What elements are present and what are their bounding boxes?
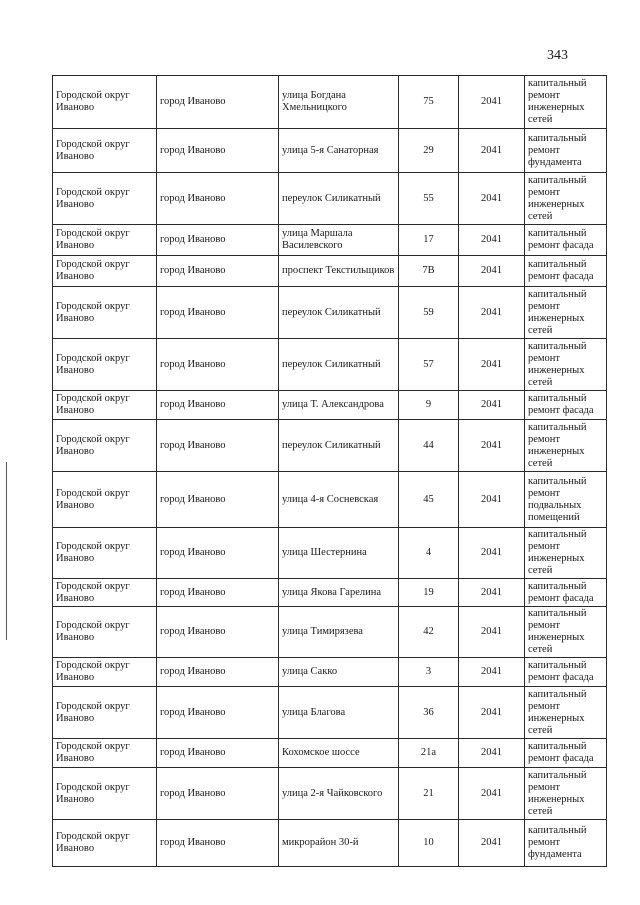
year-cell: 2041 [459,739,525,768]
house-number-cell: 55 [399,173,459,225]
house-number-cell: 21а [399,739,459,768]
locality-cell: город Иваново [157,687,279,739]
table-row [53,658,607,687]
table-row [53,472,607,528]
work-type-cell: капитальный ремонт подвальных помещений [525,472,607,528]
district-cell: Городской округ Иваново [53,528,157,579]
table-row [53,391,607,420]
year-cell: 2041 [459,287,525,339]
work-type-cell: капитальный ремонт инженерных сетей [525,607,607,658]
year-cell: 2041 [459,76,525,129]
house-number-cell: 21 [399,768,459,820]
house-number-cell: 45 [399,472,459,528]
work-type-cell: капитальный ремонт инженерных сетей [525,687,607,739]
table-row [53,225,607,256]
year-cell: 2041 [459,528,525,579]
locality-cell: город Иваново [157,391,279,420]
district-cell: Городской округ Иваново [53,607,157,658]
table-row [53,129,607,173]
year-cell: 2041 [459,768,525,820]
work-type-cell: капитальный ремонт инженерных сетей [525,528,607,579]
street-cell: улица Сакко [279,658,399,687]
district-cell: Городской округ Иваново [53,225,157,256]
house-number-cell: 9 [399,391,459,420]
work-type-cell: капитальный ремонт инженерных сетей [525,420,607,472]
street-cell: улица 4-я Сосневская [279,472,399,528]
street-cell: улица Шестернина [279,528,399,579]
house-number-cell: 10 [399,820,459,867]
locality-cell: город Иваново [157,607,279,658]
table-row [53,607,607,658]
year-cell: 2041 [459,391,525,420]
table-row [53,768,607,820]
table-row [53,687,607,739]
house-number-cell: 36 [399,687,459,739]
locality-cell: город Иваново [157,129,279,173]
year-cell: 2041 [459,658,525,687]
street-cell: улица Т. Александрова [279,391,399,420]
work-type-cell: капитальный ремонт фасада [525,739,607,768]
locality-cell: город Иваново [157,472,279,528]
district-cell: Городской округ Иваново [53,472,157,528]
house-number-cell: 7В [399,256,459,287]
house-number-cell: 75 [399,76,459,129]
street-cell: проспект Текстильщиков [279,256,399,287]
year-cell: 2041 [459,173,525,225]
street-cell: улица 5-я Санаторная [279,129,399,173]
district-cell: Городской округ Иваново [53,129,157,173]
district-cell: Городской округ Иваново [53,739,157,768]
year-cell: 2041 [459,472,525,528]
locality-cell: город Иваново [157,256,279,287]
year-cell: 2041 [459,339,525,391]
table-row [53,528,607,579]
district-cell: Городской округ Иваново [53,173,157,225]
table-row [53,579,607,607]
district-cell: Городской округ Иваново [53,76,157,129]
year-cell: 2041 [459,607,525,658]
locality-cell: город Иваново [157,579,279,607]
work-type-cell: капитальный ремонт фасада [525,256,607,287]
locality-cell: город Иваново [157,820,279,867]
street-cell: улица 2-я Чайковского [279,768,399,820]
street-cell: переулок Силикатный [279,173,399,225]
house-number-cell: 4 [399,528,459,579]
street-cell: улица Маршала Василевского [279,225,399,256]
street-cell: Кохомское шоссе [279,739,399,768]
district-cell: Городской округ Иваново [53,256,157,287]
house-number-cell: 59 [399,287,459,339]
house-number-cell: 42 [399,607,459,658]
work-type-cell: капитальный ремонт фасада [525,225,607,256]
page-number: 343 [547,48,568,63]
locality-cell: город Иваново [157,225,279,256]
district-cell: Городской округ Иваново [53,420,157,472]
district-cell: Городской округ Иваново [53,768,157,820]
locality-cell: город Иваново [157,420,279,472]
work-type-cell: капитальный ремонт фасада [525,579,607,607]
street-cell: переулок Силикатный [279,420,399,472]
locality-cell: город Иваново [157,739,279,768]
table-row [53,420,607,472]
house-number-cell: 19 [399,579,459,607]
house-number-cell: 3 [399,658,459,687]
district-cell: Городской округ Иваново [53,820,157,867]
locality-cell: город Иваново [157,173,279,225]
work-type-cell: капитальный ремонт фундамента [525,129,607,173]
district-cell: Городской округ Иваново [53,658,157,687]
work-type-cell: капитальный ремонт инженерных сетей [525,173,607,225]
locality-cell: город Иваново [157,287,279,339]
street-cell: улица Тимирязева [279,607,399,658]
work-type-cell: капитальный ремонт инженерных сетей [525,287,607,339]
table-row [53,256,607,287]
house-number-cell: 57 [399,339,459,391]
year-cell: 2041 [459,256,525,287]
repair-schedule-table [52,75,607,867]
work-type-cell: капитальный ремонт фасада [525,391,607,420]
district-cell: Городской округ Иваново [53,579,157,607]
street-cell: переулок Силикатный [279,339,399,391]
year-cell: 2041 [459,225,525,256]
table-row [53,339,607,391]
street-cell: улица Благова [279,687,399,739]
year-cell: 2041 [459,687,525,739]
house-number-cell: 44 [399,420,459,472]
locality-cell: город Иваново [157,76,279,129]
year-cell: 2041 [459,129,525,173]
work-type-cell: капитальный ремонт инженерных сетей [525,768,607,820]
street-cell: переулок Силикатный [279,287,399,339]
street-cell: улица Богдана Хмельницкого [279,76,399,129]
locality-cell: город Иваново [157,658,279,687]
margin-line [6,462,7,640]
table-row [53,76,607,129]
table-row [53,173,607,225]
year-cell: 2041 [459,820,525,867]
district-cell: Городской округ Иваново [53,339,157,391]
street-cell: микрорайон 30-й [279,820,399,867]
house-number-cell: 29 [399,129,459,173]
locality-cell: город Иваново [157,339,279,391]
district-cell: Городской округ Иваново [53,391,157,420]
work-type-cell: капитальный ремонт инженерных сетей [525,76,607,129]
street-cell: улица Якова Гарелина [279,579,399,607]
year-cell: 2041 [459,420,525,472]
locality-cell: город Иваново [157,768,279,820]
work-type-cell: капитальный ремонт фундамента [525,820,607,867]
table-row [53,820,607,867]
house-number-cell: 17 [399,225,459,256]
work-type-cell: капитальный ремонт фасада [525,658,607,687]
work-type-cell: капитальный ремонт инженерных сетей [525,339,607,391]
year-cell: 2041 [459,579,525,607]
district-cell: Городской округ Иваново [53,287,157,339]
table-row [53,287,607,339]
table-row [53,739,607,768]
locality-cell: город Иваново [157,528,279,579]
district-cell: Городской округ Иваново [53,687,157,739]
